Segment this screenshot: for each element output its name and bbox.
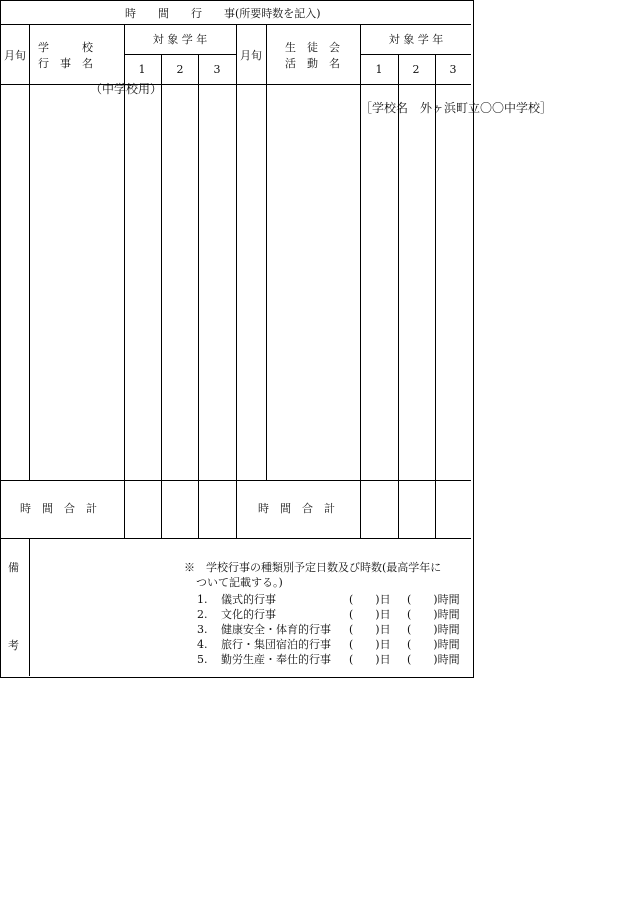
item-name: 勤労生産・奉仕的行事	[221, 653, 331, 666]
item-number: 3.	[197, 623, 208, 636]
left-grade-3: 3	[213, 63, 221, 76]
left-grade-1: 1	[138, 63, 146, 76]
right-total-label: 時 間 合 計	[258, 502, 335, 515]
item-number: 2.	[197, 608, 208, 621]
right-event-header-line2: 活 動 名	[285, 57, 340, 70]
item-hours: ( )時間	[407, 608, 460, 621]
table-title: 時 間 行 事(所要時数を記入)	[125, 7, 321, 20]
item-days: ( )日	[349, 608, 391, 621]
item-hours: ( )時間	[407, 623, 460, 636]
col-line-grade2-right	[435, 54, 436, 538]
col-line-center	[236, 24, 237, 538]
remarks-note-line2: ついて記載する。)	[196, 576, 283, 589]
remarks-label-top: 備	[8, 561, 19, 574]
remarks-label-bottom: 考	[8, 639, 19, 652]
col-line-event-right	[360, 24, 361, 538]
left-grade-2: 2	[176, 63, 184, 76]
school-name-label: ［学校名 外ヶ浜町立〇〇中学校］	[359, 101, 552, 115]
col-line-grade2-left	[198, 54, 199, 538]
item-number: 1.	[197, 593, 208, 606]
item-name: 文化的行事	[221, 608, 276, 621]
item-number: 5.	[197, 653, 208, 666]
right-grade-2: 2	[412, 63, 420, 76]
item-hours: ( )時間	[407, 653, 460, 666]
item-days: ( )日	[349, 593, 391, 606]
left-event-header-line2: 行 事 名	[38, 57, 93, 70]
right-event-header-line1: 生 徒 会	[285, 41, 340, 54]
item-name: 健康安全・体育的行事	[221, 623, 331, 636]
item-days: ( )日	[349, 653, 391, 666]
col-line-grade1-left	[161, 54, 162, 538]
item-days: ( )日	[349, 638, 391, 651]
total-row-bottom	[0, 538, 471, 539]
remarks-label-line	[29, 538, 30, 676]
right-target-divider	[360, 54, 471, 55]
form-type-label: （中学校用）	[90, 82, 163, 96]
item-hours: ( )時間	[407, 638, 460, 651]
right-month-header: 月旬	[240, 49, 262, 62]
item-days: ( )日	[349, 623, 391, 636]
item-hours: ( )時間	[407, 593, 460, 606]
right-grade-1: 1	[375, 63, 383, 76]
col-line-month-right	[266, 24, 267, 480]
col-line-event-left	[124, 24, 125, 538]
left-target-grade-header: 対 象 学 年	[152, 33, 208, 46]
left-target-divider	[124, 54, 236, 55]
item-name: 旅行・集団宿泊的行事	[221, 638, 331, 651]
right-target-grade-header: 対 象 学 年	[388, 33, 444, 46]
left-month-header: 月旬	[4, 49, 26, 62]
right-grade-3: 3	[449, 63, 457, 76]
item-number: 4.	[197, 638, 208, 651]
item-name: 儀式的行事	[221, 593, 276, 606]
col-line-month-left	[29, 24, 30, 480]
left-event-header-line1: 学 校	[38, 41, 93, 54]
col-line-grade1-right	[398, 54, 399, 538]
left-total-label: 時 間 合 計	[20, 502, 97, 515]
remarks-note-line1: ※ 学校行事の種類別予定日数及び時数(最高学年に	[184, 561, 442, 574]
